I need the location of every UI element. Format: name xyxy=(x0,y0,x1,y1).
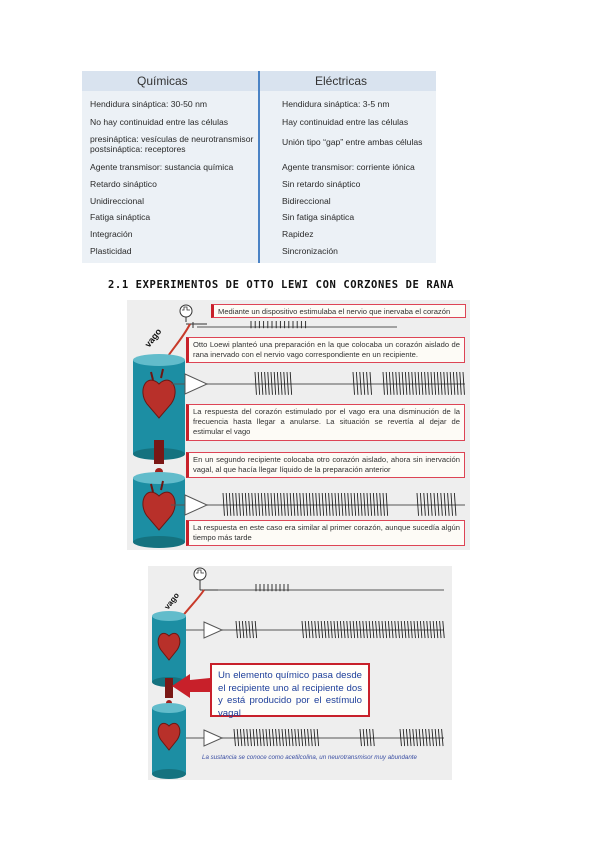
column-divider xyxy=(258,71,260,263)
synapse-comparison-table xyxy=(82,71,436,263)
stimulus-trace xyxy=(218,584,444,591)
table-cell: Hendidura sináptica: 30-50 nm xyxy=(90,99,208,109)
note-stimulus: Mediante un dispositivo estimulaba el nervio que inervaba el corazón xyxy=(211,304,466,318)
transfer-tube-icon xyxy=(154,440,164,476)
table-cell: Plasticidad xyxy=(90,246,132,256)
stimulator-icon xyxy=(194,568,218,590)
transfer-tube-icon xyxy=(165,678,173,706)
amplifier-icon xyxy=(204,730,222,746)
note-chemical-element: Un elemento químico pasa desde el recipiente uno al recipiente dos y está producido por el estímulo vagal xyxy=(210,663,370,717)
table-cell: Bidireccional xyxy=(282,196,331,206)
table-cell: No hay continuidad entre las células xyxy=(90,117,229,127)
table-cell: presináptica: vesículas de neurotransmisor postsináptica: receptores xyxy=(90,134,254,154)
note-second-container: En un segundo recipiente colocaba otro corazón aislado, ahora sin inervación vagal, al que hacía llegar líquido de la preparación anterior xyxy=(186,452,465,478)
table-cell: Integración xyxy=(90,229,133,239)
table-cell: Agente transmisor: sustancia química xyxy=(90,162,234,172)
acetylcholine-figure xyxy=(148,566,452,780)
table-cell: Sin fatiga sináptica xyxy=(282,212,355,222)
heartbeat-trace-1 xyxy=(207,372,465,395)
table-cell: Sin retardo sináptico xyxy=(282,179,361,189)
vago-label: vago xyxy=(142,326,164,350)
table-cell: Sincronización xyxy=(282,246,338,256)
stimulator-icon xyxy=(180,305,207,328)
loewi-experiment-figure xyxy=(127,300,470,550)
note-response-1: La respuesta del corazón estimulado por el vago era una disminución de la frecuencia hasta llegar a anularse. La situación se revertía al dejar de estimular el vago xyxy=(186,404,465,441)
table-cell: Unidireccional xyxy=(90,196,144,206)
table-cell: Rapidez xyxy=(282,229,314,239)
note-response-2: La respuesta en este caso era similar al primer corazón, aunque sucedía algún tiempo más tarde xyxy=(186,520,465,546)
heartbeat-trace-1 xyxy=(222,621,444,638)
table-cell: Unión tipo “gap” entre ambas células xyxy=(282,137,423,147)
amplifier-icon xyxy=(185,374,207,394)
heartbeat-trace-2 xyxy=(222,729,444,746)
footnote-acetylcholine: La sustancia se conoce como acetilcolina, un neurotransmisor muy abundante xyxy=(202,754,417,761)
table-cell: Hay continuidad entre las células xyxy=(282,117,409,127)
amplifier-icon xyxy=(185,495,207,515)
section-title: 2.1 EXPERIMENTOS DE OTTO LEWI CON CORZONES DE RANA xyxy=(108,279,455,291)
table-cell: Hendidura sináptica: 3-5 nm xyxy=(282,99,390,109)
table-cell: Fatiga sináptica xyxy=(90,212,151,222)
vago-label: vago xyxy=(162,590,182,612)
amplifier-icon xyxy=(204,622,222,638)
table-cell: Agente transmisor: corriente iónica xyxy=(282,162,415,172)
stimulus-trace xyxy=(197,321,397,328)
header-electricas: Eléctricas xyxy=(315,74,368,88)
header-quimicas: Químicas xyxy=(137,74,188,88)
heartbeat-trace-2 xyxy=(207,493,465,516)
note-preparation: Otto Loewi planteó una preparación en la que colocaba un corazón aislado de rana inervado con el nervio vago correspondiente en un recipiente. xyxy=(186,337,465,363)
table-cell: Retardo sináptico xyxy=(90,179,157,189)
